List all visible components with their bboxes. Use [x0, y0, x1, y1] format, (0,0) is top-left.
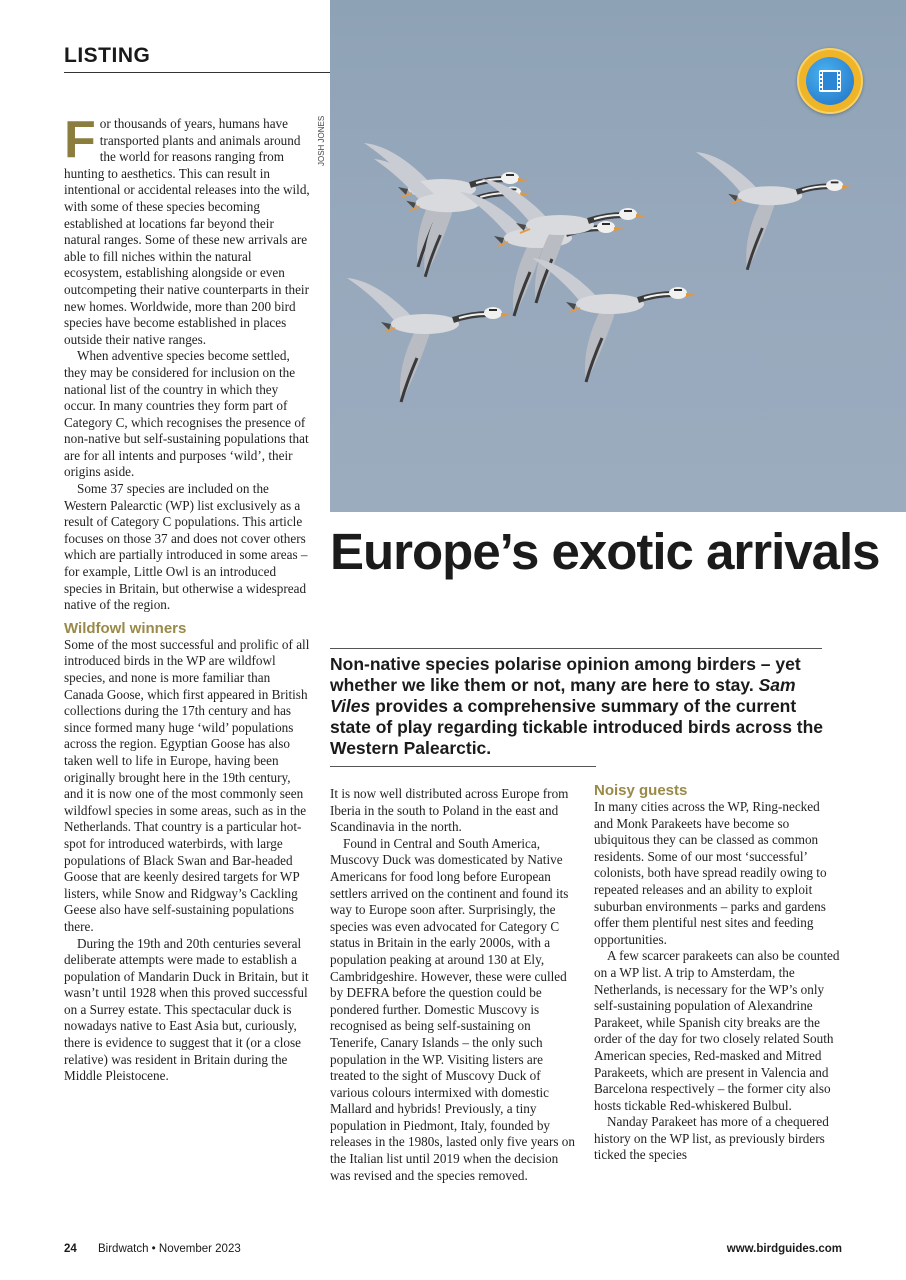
- paragraph: Found in Central and South America, Muscovy Duck was domesticated by Native Americans for food long before European settlers arrived on the continent and found its way to Europe soon after. Surprisingly, the species was even advocated for Category C status in Britain in the early 2000s, with a population peaking at around 130 at Ely, Cambridgeshire. However, these were culled by DEFRA before the question could be pondered further. Domestic Muscovy is recognised as being self-sustaining on Tenerife, Canary Islands – the only such population in the WP. Visiting listers are treated to the sight of Muscovy Duck of various colours intermixed with domestic Mallard and hybrids! Previously, a tiny population in Piedmont, Italy, founded by releases in the 1980s, lasted only five years on the Italian list until 2019 when the decision was revised and the species removed.: [330, 835, 575, 1183]
- article-column-1: [64, 111, 312, 1085]
- paragraph: In many cities across the WP, Ring-necked and Monk Parakeets have become so ubiquitous they can be classed as common residents. Some of our most ‘successful’ colonists, both have spread readily owing to repeated releases and an ability to exploit suburban environments – parks and gardens offer them plentiful nest sites and feeding opportunities.: [594, 799, 827, 947]
- folio: [64, 1243, 241, 1255]
- paragraph: For thousands of years, humans have transported plants and animals around the world for reasons ranging from hunting to aesthetics. This can result in intentional or accidental releases into the wild, with some of these species becoming established at locations far beyond their natural ranges. Some of these new arrivals are able to fill niches within the natural ecosystem, establishing alongside or even outcompeting their native counterparts in their new homes. Worldwide, more than 200 bird species have become established in places outside their native ranges.: [64, 111, 310, 347]
- section-label: LISTING: [64, 44, 151, 67]
- paragraph: During the 19th and 20th centuries several deliberate attempts were made to establish a population of Mandarin Duck in Britain, but it wasn’t until 1928 when this proved successful on a Surrey estate. This spectacular duck is nowadays native to East Asia but, curiously, there is evidence to suggest that it (or a close relative) was resident in Britain during the Middle Pleistocene.: [64, 935, 309, 1084]
- paragraph: Some 37 species are included on the Western Palearctic (WP) list exclusively as a result of Category C populations. This article focuses on those 37 and does not cover others which are partially introduced in some areas – for example, Little Owl is an introduced species in Britain, but otherwise a widespread native of the region.: [64, 481, 308, 613]
- subheading: Noisy guests: [594, 782, 688, 799]
- photo-credit: JOSH JONES: [317, 115, 326, 166]
- title-divider: [330, 648, 822, 649]
- article-title: Europe’s exotic arrivals: [330, 523, 880, 580]
- film-strip-icon: [806, 57, 854, 105]
- video-icon[interactable]: [797, 48, 863, 114]
- drop-cap: F: [64, 111, 96, 169]
- article-column-3: [594, 782, 842, 1164]
- paragraph: A few scarcer parakeets can also be counted on a WP list. A trip to Amsterdam, the Netherlands, is necessary for the WP’s only self-sustaining population of Alexandrine Parakeet, while Spanish city breaks are the order of the day for two closely related South American species, Red-masked and Mitred Parakeets, which are present in Valencia and Barcelona respectively – the former city also hosts tickable Red-whiskered Bulbul.: [594, 948, 840, 1113]
- author-name: Sam Viles: [330, 675, 796, 716]
- website-url[interactable]: www.birdguides.com: [726, 1243, 842, 1255]
- section-divider: [64, 72, 330, 73]
- paragraph: When adventive species become settled, they may be considered for inclusion on the national list of the country in which they occur. In many countries they form part of Category C, which recognises the presence of non-native but self-sustaining populations that are for all intents and purposes ‘wild’, their origins aside.: [64, 348, 309, 480]
- magazine-issue: Birdwatch • November 2023: [98, 1243, 241, 1255]
- article-column-2: [330, 786, 578, 1184]
- paragraph: It is now well distributed across Europe from Iberia in the south to Poland in the east and Scandinavia in the north.: [330, 786, 569, 835]
- standfirst: [330, 654, 830, 759]
- subheading: Wildfowl winners: [64, 619, 187, 637]
- page-number: 24: [64, 1243, 77, 1255]
- standfirst-text: Non-native species polarise opinion among birders – yet whether we like them or not, many are here to stay.: [330, 654, 801, 695]
- standfirst-text-2: provides a comprehensive summary of the current state of play regarding tickable introduced birds across the Western Palearctic.: [330, 696, 824, 758]
- paragraph: Nanday Parakeet has more of a chequered history on the WP list, as previously birders ticked the species: [594, 1114, 829, 1163]
- paragraph: Some of the most successful and prolific of all introduced birds in the WP are wildfowl species, and none is more familiar than Canada Goose, which first appeared in British collections during the 17th century and has since formed many huge ‘wild’ populations across the region. Egyptian Goose has also taken well to life in Europe, having been originally brought here in the 19th century, and it is now one of the most commonly seen wildfowl species in some areas, such as in the Netherlands. That country is a particular hot-spot for introduced waterbirds, with large populations of Black Swan and Bar-headed Goose that are keenly desired targets for WP listers, while Snow and Ridgway’s Cackling Geese also have self-sustaining populations there.: [64, 636, 310, 934]
- standfirst-divider: [330, 766, 596, 767]
